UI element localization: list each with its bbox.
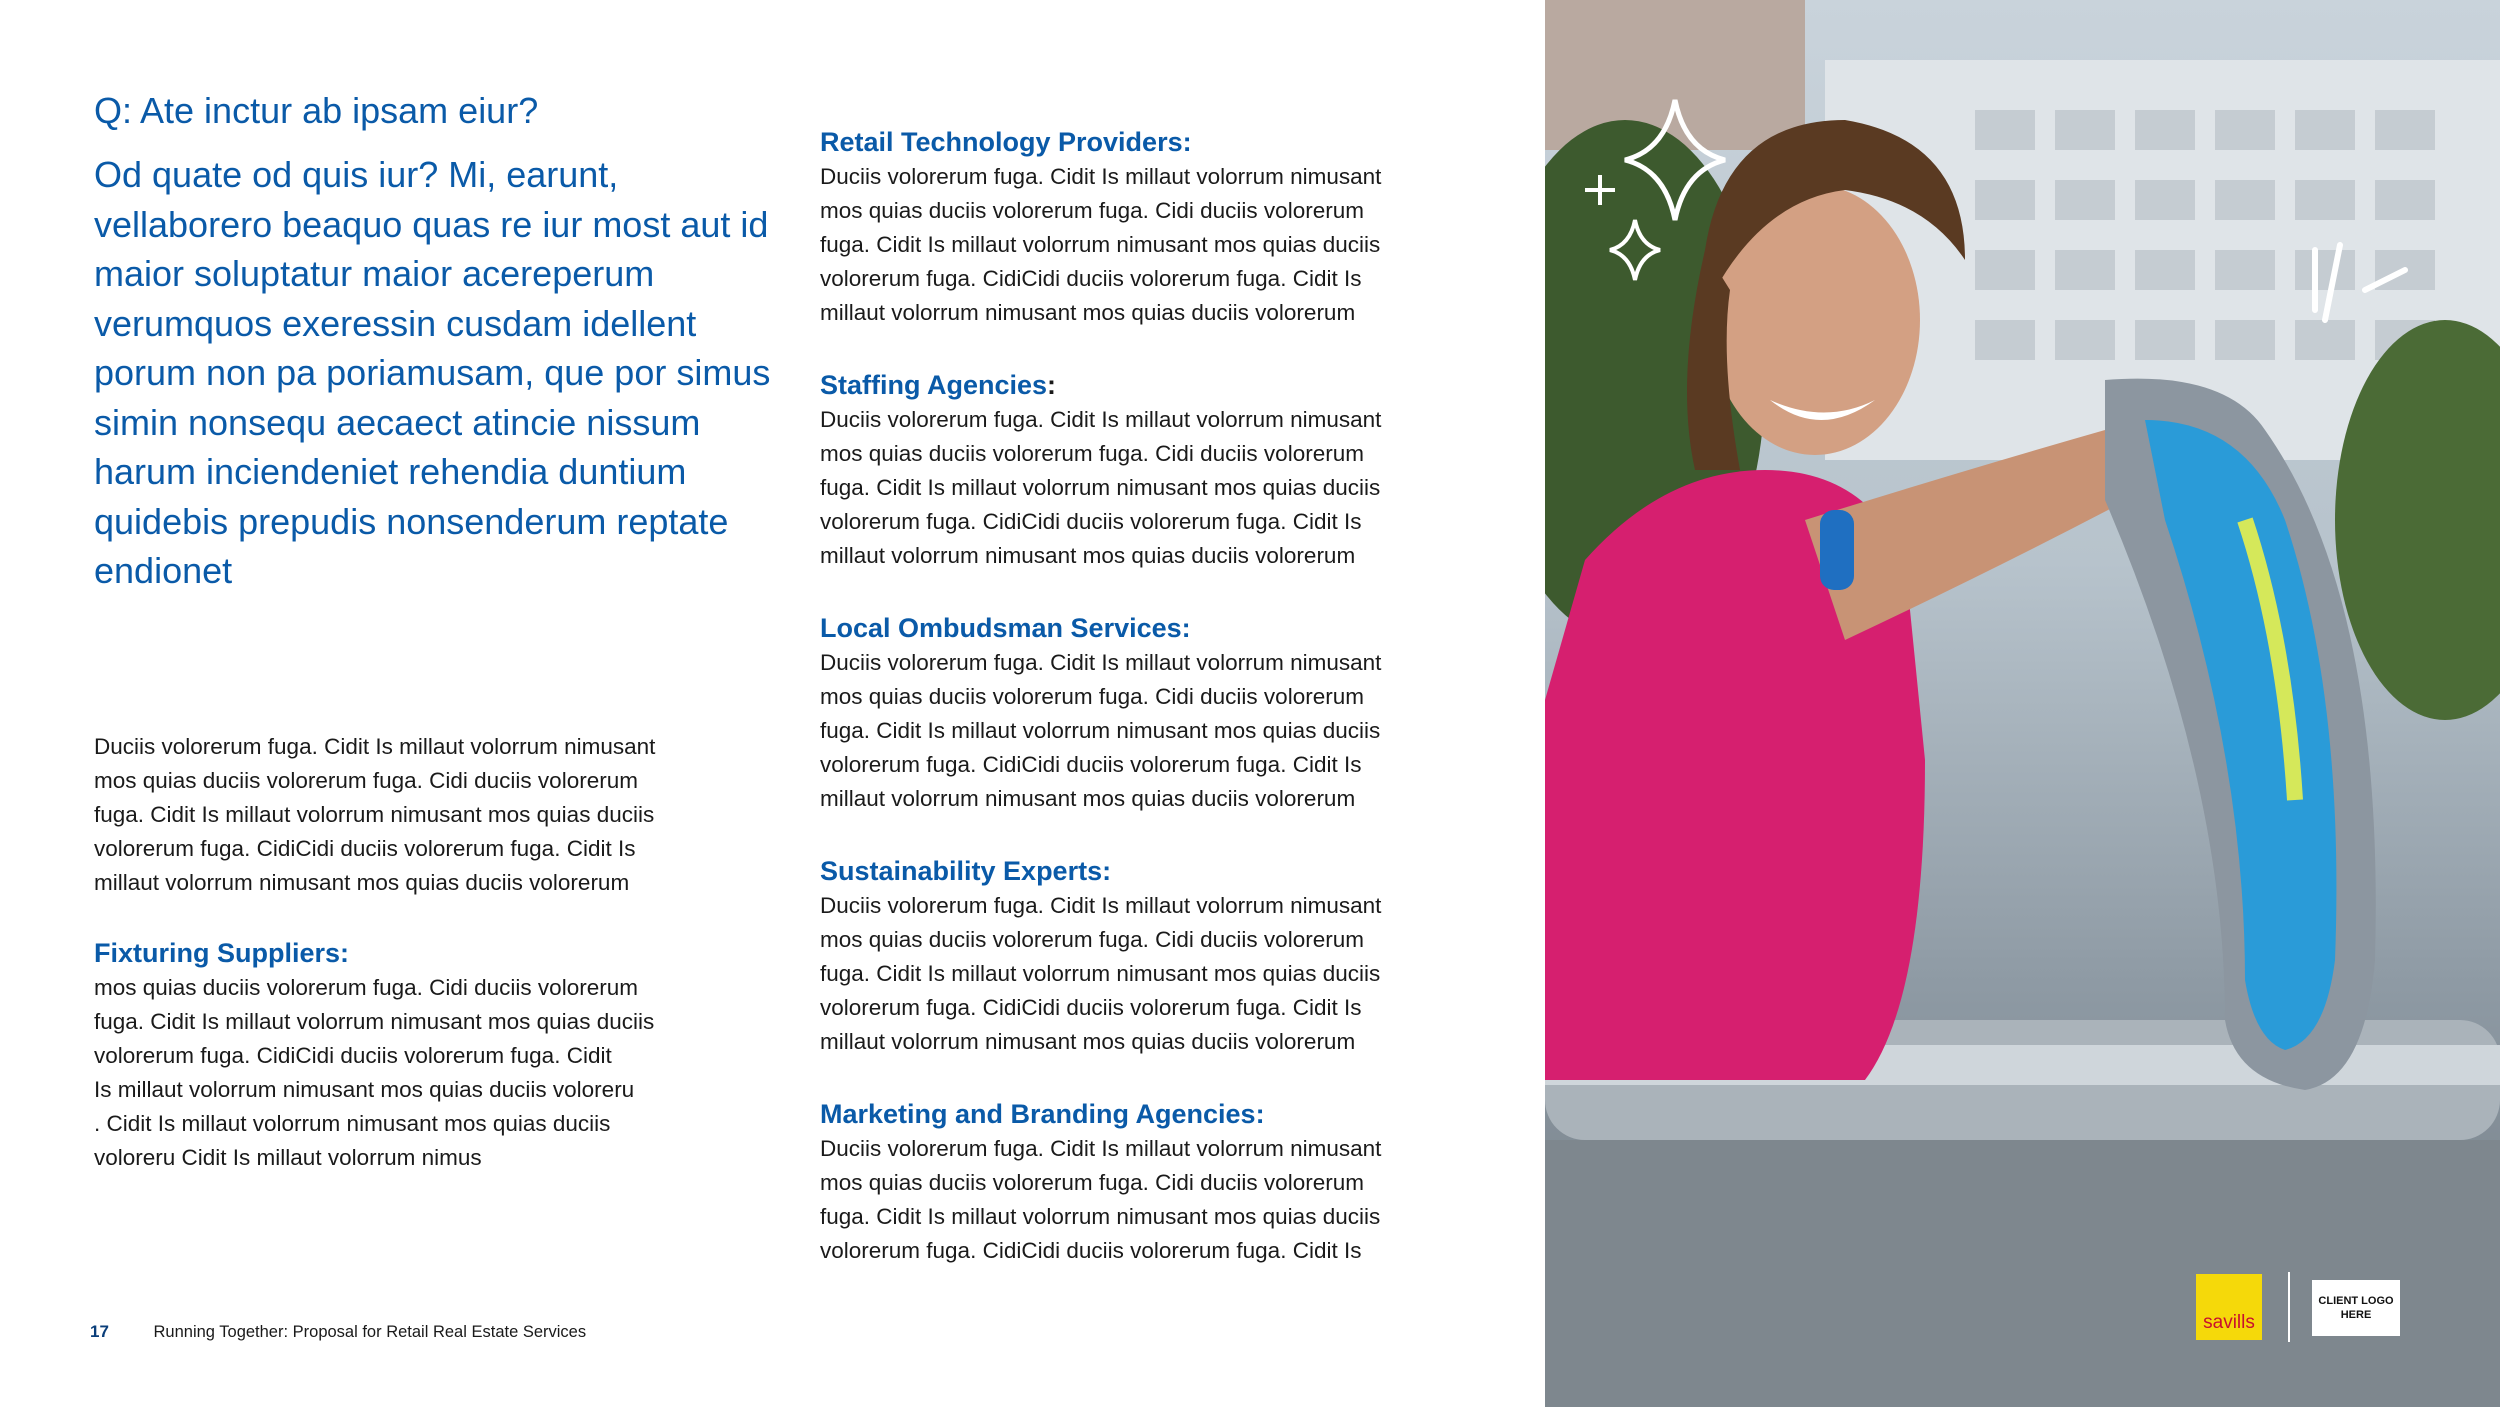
section-sustainability-experts [820, 853, 1520, 1059]
intro-question: Q: Ate inctur ab ipsam eiur? [94, 90, 539, 131]
section-body: Duciis volorerum fuga. Cidit Is millaut volorrum nimusant mos quias duciis volorerum fuga. Cidi duciis volorerum fuga. Cidit Is millaut volorrum nimusant mos quias duciis volorerum fuga. CidiCidi duciis volorerum fuga. Cidit Is millaut volorrum nimusant mos quias duciis volorerum [820, 407, 1382, 568]
savills-logo-text: savills [2203, 1312, 2255, 1333]
section-body: Duciis volorerum fuga. Cidit Is millaut volorrum nimusant mos quias duciis volorerum fuga. Cidi duciis volorerum fuga. Cidit Is millaut volorrum nimusant mos quias duciis volorerum fuga. CidiCidi duciis volorerum fuga. Cidit Is [820, 1136, 1382, 1263]
savills-logo [2196, 1274, 2262, 1340]
section-heading: Fixturing Suppliers: [94, 938, 350, 968]
runner-stretching-illustration [1545, 0, 2500, 1407]
logo-divider [2288, 1272, 2290, 1342]
section-local-ombudsman-services [820, 610, 1520, 816]
left-body-text: Duciis volorerum fuga. Cidit Is millaut volorrum nimusant mos quias duciis volorerum fuga. Cidi duciis volorerum fuga. Cidit Is millaut volorrum nimusant mos quias duciis volorerum fuga. CidiCidi duciis volorerum fuga. Cidit Is millaut volorrum nimusant mos quias duciis volorerum [94, 734, 656, 895]
section-heading-text: Staffing Agencies [820, 370, 1048, 400]
page-number: 17 [90, 1322, 109, 1341]
providers-column [820, 124, 1520, 1305]
section-retail-technology-providers [820, 124, 1520, 330]
section-heading: Retail Technology Providers: [820, 127, 1192, 157]
section-heading: Marketing and Branding Agencies: [820, 1099, 1265, 1129]
section-heading-colon: : [1047, 370, 1057, 400]
section-body: Duciis volorerum fuga. Cidit Is millaut volorrum nimusant mos quias duciis volorerum fuga. Cidi duciis volorerum fuga. Cidit Is millaut volorrum nimusant mos quias duciis volorerum fuga. CidiCidi duciis volorerum fuga. Cidit Is millaut volorrum nimusant mos quias duciis volorerum [820, 893, 1382, 1054]
page-footer [90, 1322, 586, 1342]
section-heading: Sustainability Experts: [820, 856, 1112, 886]
footer-title: Running Together: Proposal for Retail Real Estate Services [153, 1323, 587, 1341]
section-marketing-branding-agencies [820, 1096, 1520, 1268]
section-staffing-agencies [820, 367, 1520, 573]
section-heading [820, 367, 1520, 403]
section-fixturing-suppliers [94, 935, 774, 1175]
intro-answer: Od quate od quis iur? Mi, earunt, vellaborero beaquo quas re iur most aut id maior soluptatur maior acereperum verumquos exeressin cusdam idellent porum non pa poriamusam, que por simus simin nonsequ aecaect atincie nissum harum inciendeniet rehendia duntium quidebis prepudis nonsenderum reptate endionet [94, 154, 771, 591]
section-body: Duciis volorerum fuga. Cidit Is millaut volorrum nimusant mos quias duciis volorerum fuga. Cidi duciis volorerum fuga. Cidit Is millaut volorrum nimusant mos quias duciis volorerum fuga. CidiCidi duciis volorerum fuga. Cidit Is millaut volorrum nimusant mos quias duciis volorerum [820, 164, 1382, 325]
section-body: Duciis volorerum fuga. Cidit Is millaut volorrum nimusant mos quias duciis volorerum fuga. Cidi duciis volorerum fuga. Cidit Is millaut volorrum nimusant mos quias duciis volorerum fuga. CidiCidi duciis volorerum fuga. Cidit Is millaut volorrum nimusant mos quias duciis volorerum [820, 650, 1382, 811]
client-logo-placeholder: CLIENT LOGO HERE [2312, 1280, 2400, 1336]
intro-block [94, 86, 774, 596]
hero-photo [1545, 0, 2500, 1407]
section-body: mos quias duciis volorerum fuga. Cidi duciis volorerum fuga. Cidit Is millaut volorrum nimusant mos quias duciis volorerum fuga. CidiCidi duciis volorerum fuga. Cidit Is millaut volorrum nimusant mos quias duciis voloreru . Cidit Is millaut volorrum nimusant mos quias duciis voloreru Cidit Is millaut volorrum nimus [94, 975, 655, 1170]
section-heading: Local Ombudsman Services: [820, 613, 1191, 643]
